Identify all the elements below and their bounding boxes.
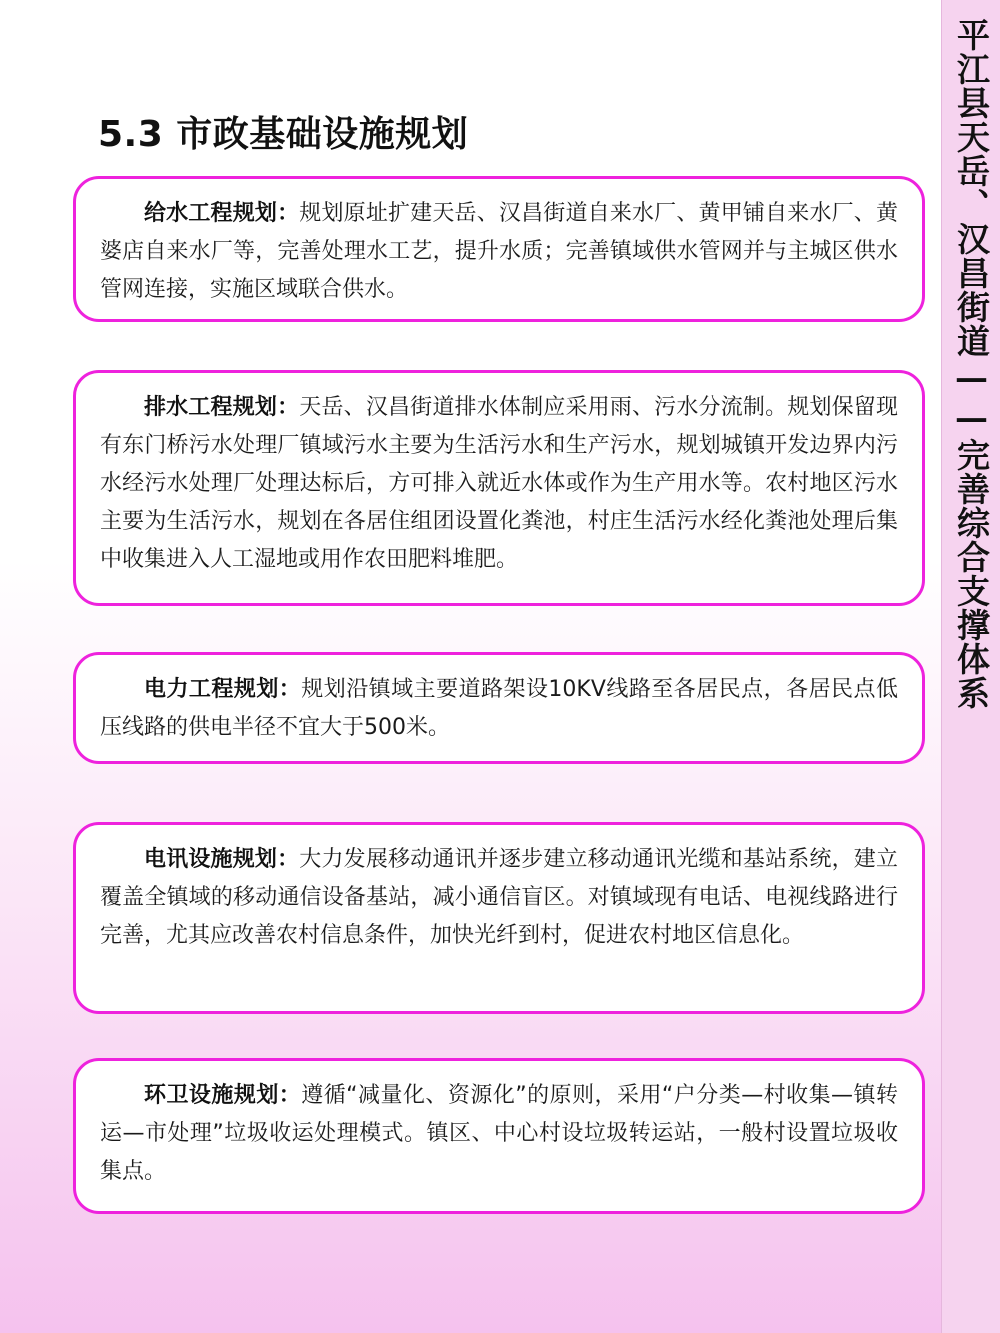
side-title: 平江县天岳、汉昌街道——完善综合支撑体系 [952,18,991,710]
section-paragraph [100,841,898,955]
section-paragraph [100,671,898,747]
section-text: 天岳、汉昌街道排水体制应采用雨、污水分流制。规划保留现有东门桥污水处理厂镇域污水主要为生活污水和生产污水，规划城镇开发边界内污水经污水处理厂处理达标后，方可排入就近水体或作为生产用水等。农村地区污水主要为生活污水，规划在各居住组团设置化粪池，村庄生活污水经化粪池处理后集中收集进入人工湿地或用作农田肥料堆肥。 [100,395,898,572]
telecom-section [73,822,925,1014]
section-text: 规划沿镇域主要道路架设10KV线路至各居民点，各居民点低压线路的供电半径不宜大于500米。 [100,677,898,740]
power-section [73,652,925,764]
section-paragraph [100,1077,898,1191]
section-label: 环卫设施规划： [144,1083,302,1108]
section-text: 规划原址扩建天岳、汉昌街道自来水厂、黄甲铺自来水厂、黄婆店自来水厂等，完善处理水工艺，提升水质；完善镇域供水管网并与主城区供水管网连接，实施区域联合供水。 [100,201,898,302]
section-text: 遵循“减量化、资源化”的原则，采用“户分类—村收集—镇转运—市处理”垃圾收运处理模式。镇区、中心村设垃圾转运站，一般村设置垃圾收集点。 [100,1083,898,1184]
section-label: 电力工程规划： [144,677,302,702]
section-paragraph [100,195,898,309]
section-text: 大力发展移动通讯并逐步建立移动通讯光缆和基站系统，建立覆盖全镇域的移动通信设备基站，减小通信盲区。对镇域现有电话、电视线路进行完善，尤其应改善农村信息条件，加快光纤到村，促进农村地区信息化。 [100,847,898,948]
drainage-section [73,370,925,606]
section-label: 排水工程规划： [144,395,300,420]
side-band [941,0,1000,1333]
section-paragraph [100,389,898,579]
section-label: 电讯设施规划： [144,847,300,872]
page-heading: 5.3 市政基础设施规划 [98,114,469,155]
section-label: 给水工程规划： [144,201,300,226]
water-supply-section [73,176,925,322]
sanitation-section [73,1058,925,1214]
